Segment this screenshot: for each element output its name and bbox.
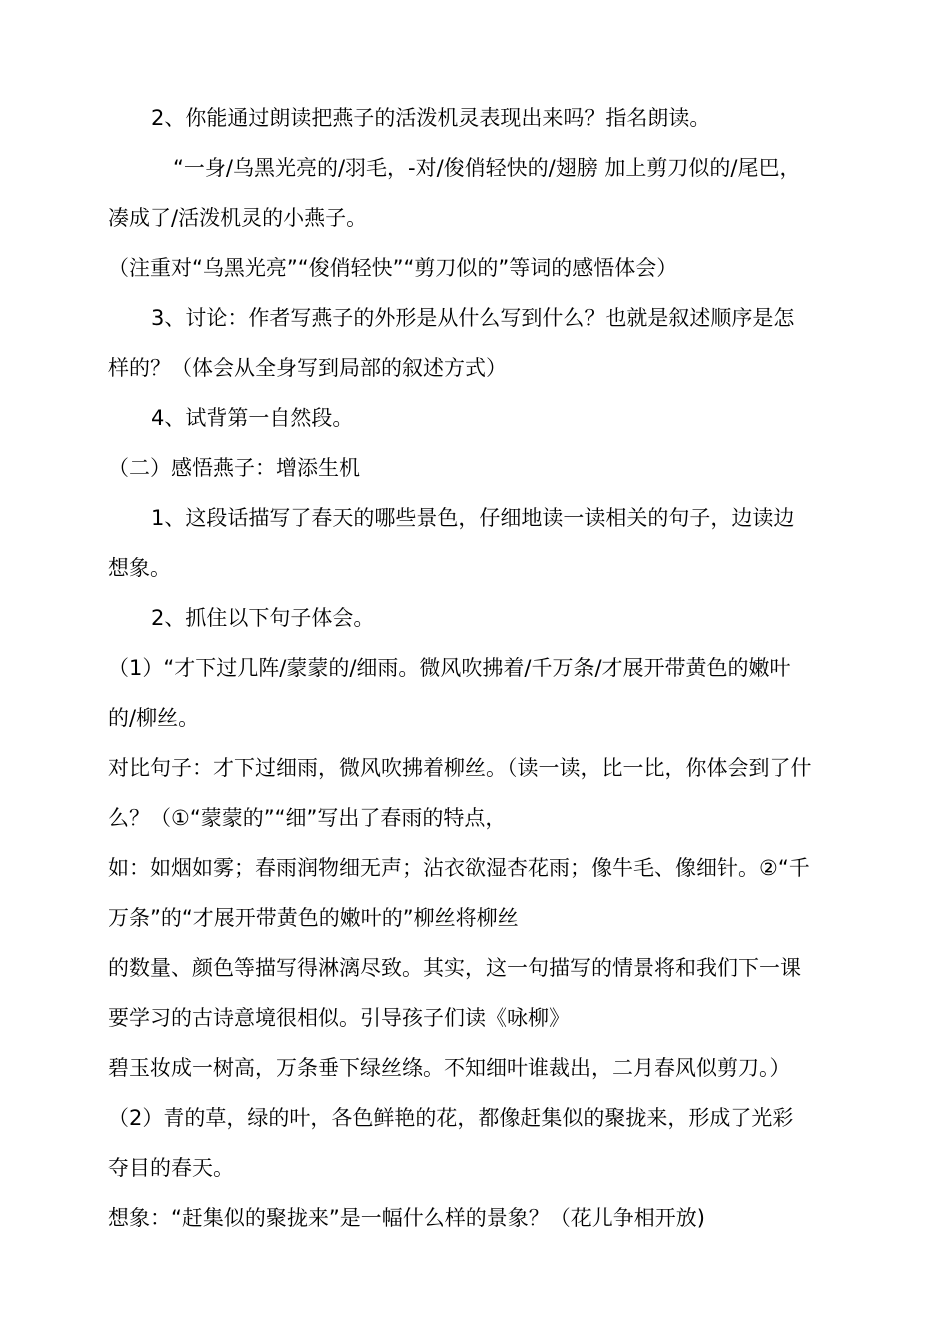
text-line: 2、抓住以下句子体会。 bbox=[151, 606, 375, 630]
text-line: 万条”的“才展开带黄色的嫩叶的”柳丝将柳丝 bbox=[108, 906, 519, 930]
text-line: “一身/乌黑光亮的/羽毛，-对/俊俏轻快的/翅膀 加上剪刀似的/尾巴， bbox=[173, 156, 801, 180]
text-line: 的/柳丝。 bbox=[108, 706, 200, 730]
text-line: 对比句子：才下过细雨，微风吹拂着柳丝。（读一读，比一比，你体会到了什 bbox=[108, 756, 812, 780]
text-line: 凑成了/活泼机灵的小燕子。 bbox=[108, 206, 368, 230]
text-line: （1）“才下过几阵/蒙蒙的/细雨。微风吹拂着/千万条/才展开带黄色的嫩叶 bbox=[108, 656, 791, 680]
text-line: 么？（①“蒙蒙的”“细”写出了春雨的特点， bbox=[108, 806, 507, 830]
text-line: （注重对“乌黑光亮”“俊俏轻快”“剪刀似的”等词的感悟体会） bbox=[108, 256, 678, 280]
text-line: 想象。 bbox=[108, 556, 171, 580]
text-line: 夺目的春天。 bbox=[108, 1156, 234, 1180]
text-line: 2、你能通过朗读把燕子的活泼机灵表现出来吗？指名朗读。 bbox=[151, 106, 711, 130]
text-line: 要学习的古诗意境很相似。引导孩子们读《咏柳》 bbox=[108, 1006, 570, 1030]
text-line: 4、试背第一自然段。 bbox=[151, 406, 354, 430]
text-line: 3、讨论：作者写燕子的外形是从什么写到什么？也就是叙述顺序是怎 bbox=[151, 306, 795, 330]
text-line: 碧玉妆成一树高，万条垂下绿丝绦。不知细叶谁裁出，二月春风似剪刀。） bbox=[108, 1056, 791, 1080]
text-line: 1、这段话描写了春天的哪些景色，仔细地读一读相关的句子，边读边 bbox=[151, 506, 795, 530]
text-line: 如：如烟如雾；春雨润物细无声；沾衣欲湿杏花雨；像牛毛、像细针。②“千 bbox=[108, 856, 810, 880]
section-heading: （二）感悟燕子：增添生机 bbox=[108, 456, 360, 480]
text-line: 想象：“赶集似的聚拢来”是一幅什么样的景象？（花儿争相开放) bbox=[108, 1206, 705, 1230]
text-line: 样的？（体会从全身写到局部的叙述方式） bbox=[108, 356, 507, 380]
text-line: 的数量、颜色等描写得淋漓尽致。其实，这一句描写的情景将和我们下一课 bbox=[108, 956, 801, 980]
text-line: （2）青的草，绿的叶，各色鲜艳的花，都像赶集似的聚拢来，形成了光彩 bbox=[108, 1106, 794, 1130]
